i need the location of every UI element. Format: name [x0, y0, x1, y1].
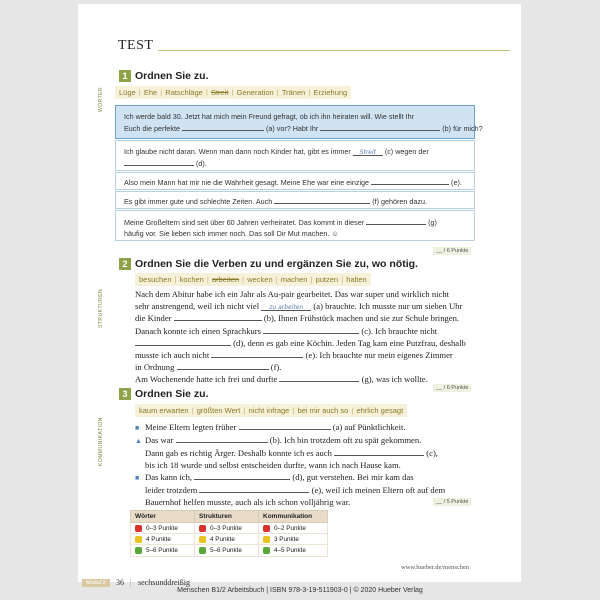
card-text: (e).	[451, 178, 462, 187]
page-number-word: sechsunddreißig	[138, 578, 190, 587]
section-1-title: Ordnen Sie zu.	[135, 70, 209, 82]
gap-c-blank[interactable]	[263, 325, 359, 334]
gap-b-blank[interactable]	[174, 312, 262, 321]
text-line: Am Wochenende hatte ich frei und durfte (g), was ich wollte.	[135, 374, 428, 385]
page-number: 36	[116, 578, 124, 587]
publisher-url: www.hueber.de/menschen	[401, 564, 470, 571]
score-header: Strukturen	[195, 511, 259, 523]
card-text: häufig vor. Sie lieben sich immer noch. Das soll Dir Mut machen. ☺	[124, 229, 339, 238]
section-1-card-d	[115, 191, 475, 209]
section-3-number: 3	[119, 388, 131, 400]
score-header: Wörter	[131, 511, 195, 523]
word-option: Ratschläge	[165, 88, 203, 97]
card-text: Meine Großeltern sind seit über 60 Jahren verheiratet. Das kommt in dieser	[124, 218, 365, 227]
gap-d-blank[interactable]	[124, 157, 194, 166]
score-cell: 5–6 Punkte	[131, 545, 195, 556]
page-separator: |	[130, 578, 132, 587]
dialogue-line: Bauernhof helfen musste, auch als ich schon volljährig war.	[145, 497, 351, 507]
section-1-word-box	[115, 86, 351, 99]
section-1-points: __ / 6 Punkte	[433, 247, 471, 255]
text-line: (d), denn es gab eine Köchin. Jeden Tag kam eine Putzfrau, deshalb	[135, 337, 475, 349]
text-line: Danach konnte ich einen Sprachkurs (c). Ich brauchte nicht	[135, 325, 438, 336]
gap-e-blank[interactable]	[211, 349, 303, 358]
section-2-points: __ / 6 Punkte	[433, 384, 471, 392]
word-option: putzen	[315, 275, 339, 284]
card-text: (a) vor? Habt Ihr	[265, 124, 319, 133]
speaker-marker: ■	[135, 424, 140, 432]
score-cell: 3 Punkte	[259, 534, 328, 545]
gap-g-blank[interactable]	[279, 373, 359, 382]
section-2-title: Ordnen Sie die Verben zu und ergänzen Sie zu, wo nötig.	[135, 258, 418, 270]
word-separator: |	[241, 406, 248, 415]
gap-f-blank[interactable]	[177, 361, 269, 370]
word-separator: |	[136, 88, 143, 97]
text-line: die Kinder (b), Ihnen Frühstück machen und sie zur Schule bringen.	[135, 313, 460, 324]
card-text: (b) für mich?	[442, 124, 483, 133]
score-row	[131, 534, 328, 545]
section-1-card-a	[115, 105, 483, 139]
score-cell: 0–2 Punkte	[259, 523, 328, 534]
section-2-text	[135, 288, 475, 386]
traffic-light-icon	[135, 547, 142, 554]
dialogue-line: bis ich 18 wurde und selbst entscheiden durfte, wann ich nach Hause kam.	[145, 460, 401, 470]
word-option: bei mir auch so	[297, 406, 349, 415]
card-text: Ich werde bald 30. Jetzt hat mich mein Freund gefragt, ob ich ihn heiraten will. Wie stellt Ihr	[124, 112, 415, 121]
card-text: (g)	[428, 218, 437, 227]
word-option: arbeiten	[211, 275, 240, 284]
score-cell: 4 Punkte	[195, 534, 259, 545]
word-separator: |	[229, 88, 236, 97]
traffic-light-icon	[135, 525, 142, 532]
gap-b-blank[interactable]	[176, 434, 268, 443]
card-text: Euch die perfekte	[124, 124, 180, 133]
traffic-light-icon	[199, 536, 206, 543]
gap-f-blank[interactable]	[274, 195, 370, 204]
traffic-light-icon	[263, 536, 270, 543]
dialogue-line: ■ Meine Eltern legten früher (a) auf Pünktlichkeit.	[135, 422, 406, 432]
word-separator: |	[274, 88, 281, 97]
gap-g-blank[interactable]	[366, 216, 426, 225]
gap-c-blank[interactable]	[334, 447, 424, 456]
score-cell: 0–3 Punkte	[195, 523, 259, 534]
section-1-card-b	[115, 140, 475, 171]
gap-a-blank[interactable]	[239, 421, 331, 430]
text-line: in Ordnung (f).	[135, 362, 282, 373]
word-option: besuchen	[139, 275, 172, 284]
gap-a-blank[interactable]	[182, 122, 264, 131]
section-2-word-box	[135, 273, 371, 286]
word-separator: |	[172, 275, 179, 284]
traffic-light-icon	[263, 525, 270, 532]
word-option: kaum erwarten	[139, 406, 189, 415]
traffic-light-icon	[135, 536, 142, 543]
card-text: (f) gehören dazu.	[372, 197, 427, 206]
score-table	[130, 510, 328, 557]
section-1-card-c	[115, 172, 475, 190]
score-cell: 5–6 Punkte	[195, 545, 259, 556]
score-cell: 4 Punkte	[131, 534, 195, 545]
gap-d-blank[interactable]	[194, 471, 290, 480]
word-separator: |	[204, 275, 211, 284]
text-line: musste ich auch nicht (e). Ich brauchte nur mein eigenes Zimmer	[135, 350, 453, 361]
card-text: Es gibt immer gute und schlechte Zeiten. Auch	[124, 197, 273, 206]
word-separator: |	[306, 88, 313, 97]
gap-e-blank[interactable]	[371, 176, 449, 185]
section-3-points: __ / 5 Punkte	[433, 498, 471, 506]
gap-c-answer: Streit	[353, 147, 383, 156]
dialogue-line: Dann gab es richtig Ärger. Deshalb konnte ich es auch (c),	[145, 448, 438, 458]
card-text: (c) wegen der	[384, 147, 429, 156]
word-option: machen	[280, 275, 308, 284]
card-text: Ich glaube nicht daran. Wenn man dann noch Kinder hat, gibt es immer	[124, 147, 351, 156]
gap-b-blank[interactable]	[320, 122, 440, 131]
section-2-number: 2	[119, 258, 131, 270]
speaker-marker: ▲	[135, 437, 142, 445]
gap-a-answer: zu arbeiten	[261, 302, 311, 311]
word-separator: |	[308, 275, 315, 284]
section-3-dialogue	[135, 421, 475, 508]
word-separator: |	[189, 406, 196, 415]
section-3-side-label: KOMMUNIKATION	[98, 417, 104, 466]
text-line: sehr anstrengend, weil ich nicht viel zu arbeiten (a) brauchte. Ich musste nur um sieben Uhr	[135, 301, 463, 312]
word-separator: |	[203, 88, 210, 97]
score-header: Kommunikation	[259, 511, 328, 523]
word-option: ehrlich gesagt	[356, 406, 404, 415]
page-title: TEST	[118, 38, 154, 53]
textbook-page	[78, 4, 521, 587]
module-band: Modul 2	[82, 579, 110, 587]
score-row	[131, 523, 328, 534]
word-option: wecken	[247, 275, 273, 284]
word-separator: |	[158, 88, 165, 97]
dialogue-line: ■ Das kann ich, (d), gut verstehen. Bei mir kam das	[135, 472, 414, 482]
word-option: halten	[346, 275, 367, 284]
score-row	[131, 545, 328, 556]
score-cell: 4–5 Punkte	[259, 545, 328, 556]
gap-d-blank[interactable]	[135, 337, 231, 346]
score-cell: 0–3 Punkte	[131, 523, 195, 534]
word-option: Tränen	[281, 88, 306, 97]
imprint-line: Menschen B1/2 Arbeitsbuch | ISBN 978-3-19-511903-0 | © 2020 Hueber Verlag	[177, 587, 423, 594]
word-option: Ehe	[143, 88, 158, 97]
word-option: kochen	[179, 275, 204, 284]
section-1-side-label: WÖRTER	[98, 86, 104, 112]
word-separator: |	[240, 275, 247, 284]
traffic-light-icon	[199, 547, 206, 554]
card-text: (d).	[196, 159, 207, 168]
title-rule	[158, 50, 510, 51]
word-separator: |	[339, 275, 346, 284]
section-3-word-box	[135, 404, 407, 417]
section-2-side-label: STRUKTUREN	[98, 288, 104, 328]
card-text: Also mein Mann hat mir nie die Wahrheit gesagt. Meine Ehe war eine einzige	[124, 178, 370, 187]
speaker-marker: ■	[135, 474, 140, 482]
word-separator: |	[290, 406, 297, 415]
traffic-light-icon	[263, 547, 270, 554]
word-option: größten Wert	[196, 406, 241, 415]
traffic-light-icon	[199, 525, 206, 532]
section-1-card-e	[115, 210, 475, 241]
word-option: nicht infrage	[248, 406, 290, 415]
dialogue-line: leider trotzdem (e), weil ich meinen Eltern oft auf dem	[145, 485, 446, 495]
word-separator: |	[273, 275, 280, 284]
gap-e-blank[interactable]	[199, 484, 309, 493]
word-option: Erziehung	[313, 88, 348, 97]
dialogue-line: ▲ Das war (b). Ich bin trotzdem oft zu spät gekommen.	[135, 435, 422, 445]
word-option: Streit	[210, 88, 229, 97]
section-3-title: Ordnen Sie zu.	[135, 388, 209, 400]
word-option: Generation	[236, 88, 274, 97]
section-1-number: 1	[119, 70, 131, 82]
word-option: Lüge	[119, 88, 136, 97]
word-separator: |	[349, 406, 356, 415]
text-line: Nach dem Abitur habe ich ein Jahr als Au-pair gearbeitet. Das war super und wirklich nicht	[135, 289, 450, 299]
